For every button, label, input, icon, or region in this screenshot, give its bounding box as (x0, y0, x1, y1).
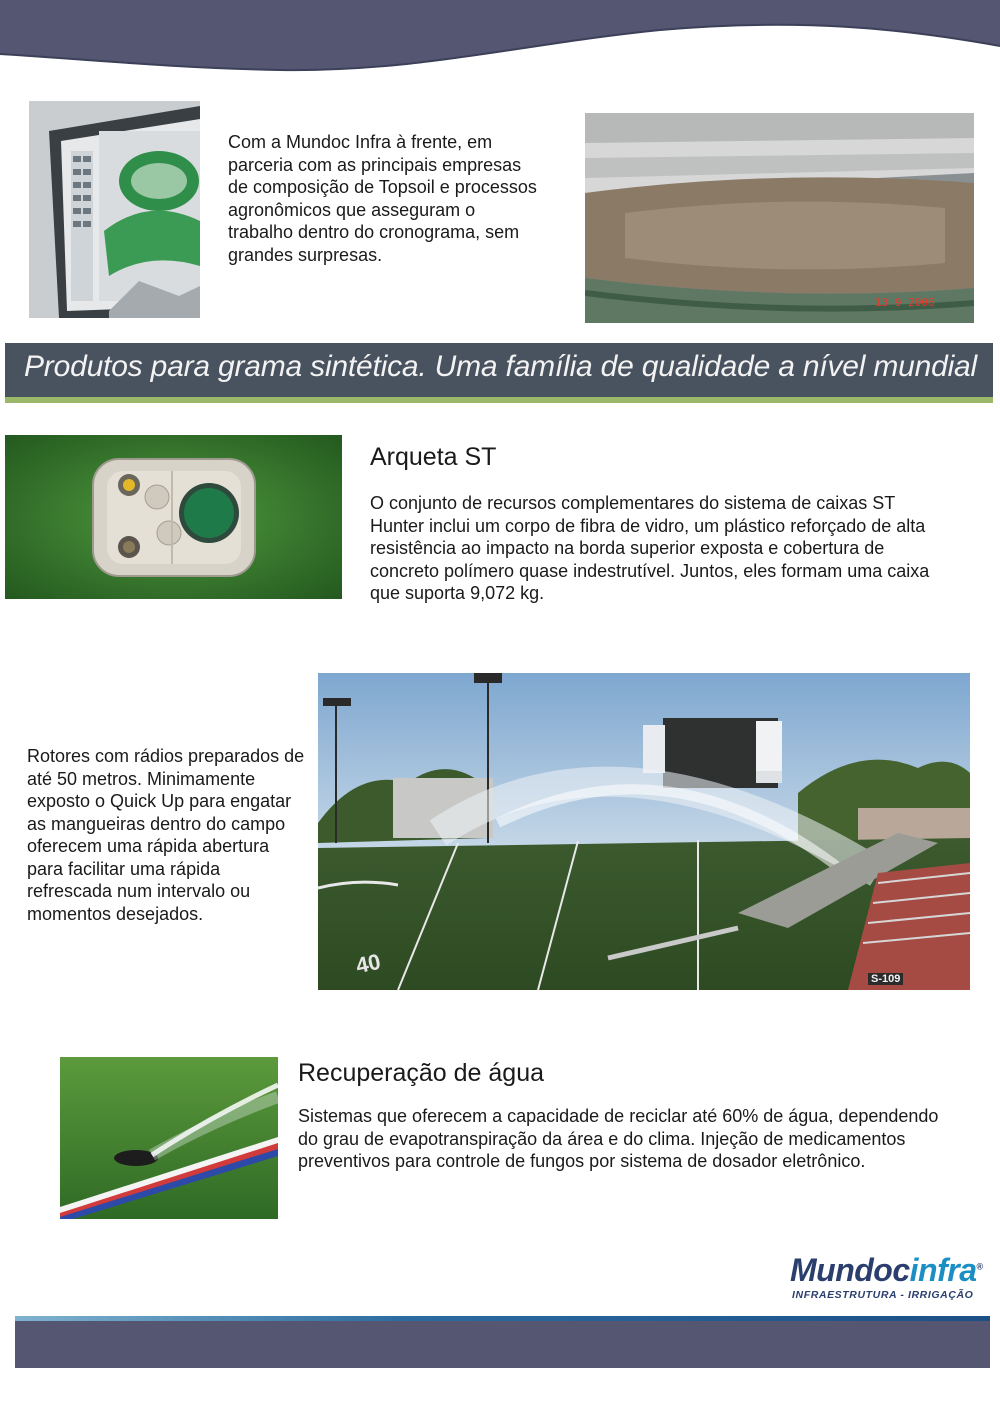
banner-accent-stripe (5, 397, 993, 403)
rotores-paragraph: Rotores com rádios preparados de até 50 metros. Minimamente exposto o Quick Up para engatar as mangueiras dentro do campo oferecem uma rápida abertura para facilitar uma rápida refrescada num intervalo ou momentos desejados. (27, 746, 305, 924)
software-monitor-image (29, 101, 200, 318)
logo-word-part1: Mundoc (790, 1252, 910, 1288)
arqueta-valve-box-image (5, 435, 342, 599)
registered-mark: ® (976, 1261, 983, 1272)
top-wave-band (0, 0, 1000, 75)
recuperacao-paragraph: Sistemas que oferecem a capacidade de reciclar até 60% de água, dependendo do grau de evapotranspiração da área e do clima. Injeção de medicamentos preventivos para controle de fungos por sistema de dosador eletrônico. (298, 1106, 939, 1171)
logo-word-part2: infra (909, 1252, 977, 1288)
field-sprinkler-photo (318, 673, 970, 990)
date-stamp: 13 9 2006 (875, 296, 935, 309)
bottom-band (15, 1316, 990, 1368)
arqueta-paragraph: O conjunto de recursos complementares do sistema de caixas ST Hunter inclui um corpo de fibra de vidro, um plástico reforçado de alta resistência ao impacto na borda superior exposta e cobertura de concreto polímero quase indestrutível. Juntos, eles formam uma caixa que suporta 9,072 kg. (370, 493, 930, 603)
stadium-construction-photo (585, 113, 974, 323)
section-label: S-109 (868, 973, 903, 985)
arqueta-title: Arqueta ST (370, 443, 497, 471)
banner-title: Produtos para grama sintética. Uma família de qualidade a nível mundial (24, 350, 977, 383)
intro-paragraph: Com a Mundoc Infra à frente, em parceria com as principais empresas de composição de Topsoil e processos agronômicos que asseguram o trabalho dentro do cronograma, sem grandes surpresas. (228, 132, 537, 265)
yard-number: 40 (353, 948, 383, 979)
logo-tagline: INFRAESTRUTURA - IRRIGAÇÃO (792, 1289, 974, 1301)
mundocinfra-logo (790, 1252, 983, 1289)
recuperacao-title: Recuperação de água (298, 1059, 545, 1087)
sprinkler-turf-closeup-image (60, 1057, 278, 1219)
